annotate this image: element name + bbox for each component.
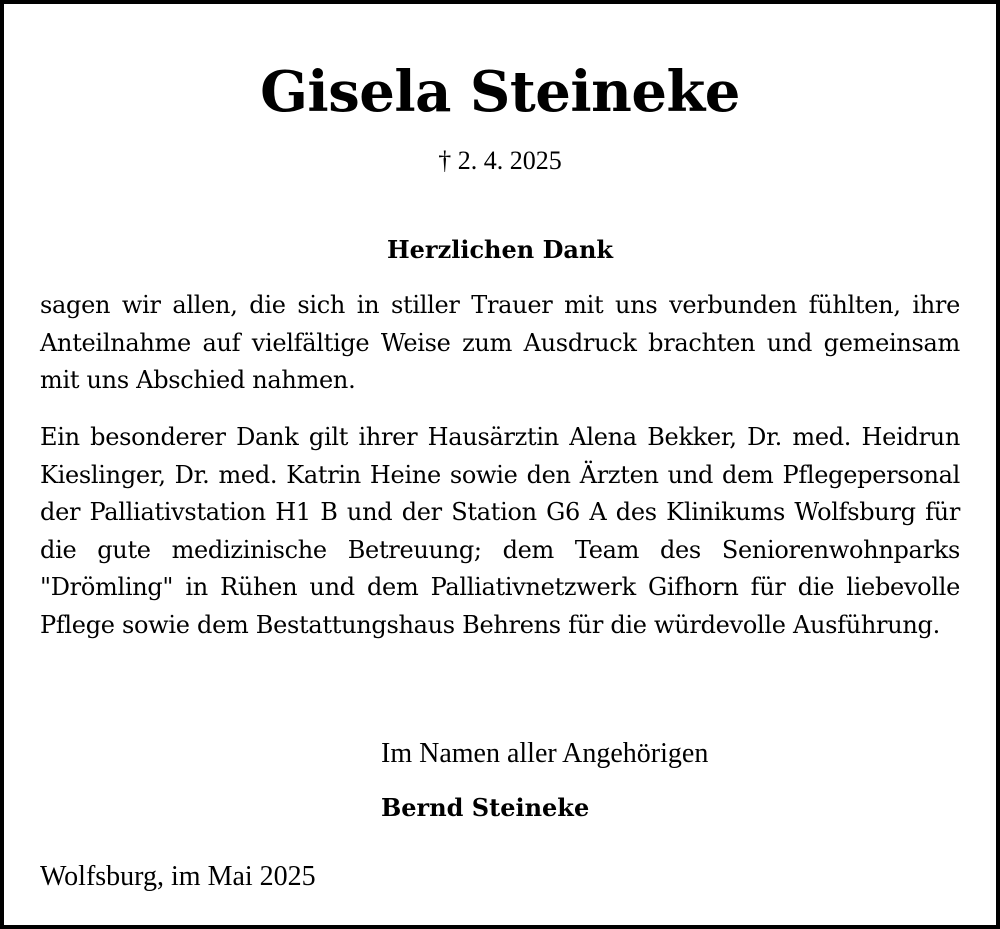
deceased-name: Gisela Steineke xyxy=(260,59,740,125)
thanks-heading: Herzlichen Dank xyxy=(386,235,614,264)
signer-name: Bernd Steineke xyxy=(381,793,590,822)
closing-line: Im Namen aller Angehörigen xyxy=(381,738,709,769)
thanks-paragraph-2: Ein besonderer Dank gilt ihrer Hausärztin Alena Bekker, Dr. med. Heidrun Kieslinger, Dr. med. Katrin Heine sowie den Ärzten und dem Pflegepersonal der Palliativstation H1 B und der Station G6 A des Klinikums Wolfsburg für die gute medizinische Betreuung; dem Team des Seniorenwohnparks "Drömling" in Rühen und dem Palliativnetzwerk Gifhorn für die liebevolle Pflege sowie dem Bestattungshaus Behrens für die würdevolle Ausführung. xyxy=(40,423,960,639)
place-and-date: Wolfsburg, im Mai 2025 xyxy=(40,861,316,892)
death-date: † 2. 4. 2025 xyxy=(438,146,562,175)
thanks-paragraph-1: sagen wir allen, die sich in stiller Trauer mit uns verbunden fühlten, ihre Anteilnahme auf vielfältige Weise zum Ausdruck brachten und gemeinsam mit uns Abschied nahmen. xyxy=(40,291,960,394)
